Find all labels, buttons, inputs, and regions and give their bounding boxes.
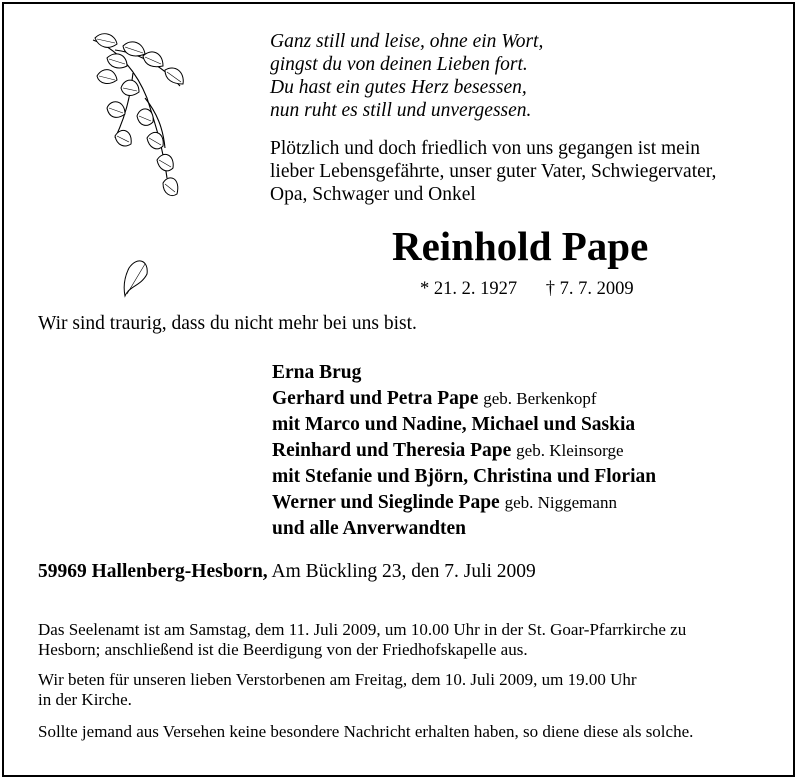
life-dates — [420, 278, 634, 300]
address-place: 59969 Hallenberg-Hesborn, — [38, 561, 268, 582]
notice-line: Das Seelenamt ist am Samstag, dem 11. Juli 2009, um 10.00 Uhr in der St. Goar-Pfarrkirche zu — [38, 620, 687, 639]
maiden-name: geb. Niggemann — [504, 493, 617, 512]
sad-line: Wir sind traurig, dass du nicht mehr bei uns bist. — [38, 313, 417, 334]
address-line — [38, 560, 536, 583]
deceased-name: Reinhold Pape — [392, 223, 649, 269]
prayer-notice — [38, 670, 637, 710]
poem-line: Du hast ein gutes Herz besessen, — [270, 77, 527, 98]
family-line — [272, 516, 656, 542]
family-list — [272, 360, 656, 542]
maiden-name: geb. Berkenkopf — [483, 389, 597, 408]
intro-line: lieber Lebensgefährte, unser guter Vater, Schwiegervater, — [270, 161, 717, 182]
family-names: und alle Anverwandten — [272, 518, 466, 539]
notice-line: in der Kirche. — [38, 690, 132, 709]
family-line — [272, 360, 656, 386]
final-notice: Sollte jemand aus Versehen keine besondere Nachricht erhalten haben, so diene diese als solche. — [38, 722, 694, 741]
family-line — [272, 464, 656, 490]
leaf-branch-icon — [85, 28, 195, 303]
family-names: mit Stefanie und Björn, Christina und Florian — [272, 466, 657, 487]
family-names: mit Marco und Nadine, Michael und Saskia — [272, 414, 636, 435]
family-names: Erna Brug — [272, 362, 362, 383]
family-line — [272, 490, 656, 516]
family-line — [272, 386, 656, 412]
poem — [270, 30, 543, 122]
maiden-name: geb. Kleinsorge — [516, 441, 624, 460]
intro-line: Plötzlich und doch friedlich von uns gegangen ist mein — [270, 138, 700, 159]
poem-line: nun ruht es still und unvergessen. — [270, 100, 532, 121]
intro-line: Opa, Schwager und Onkel — [270, 184, 476, 205]
intro-text — [270, 137, 716, 206]
family-names: Reinhard und Theresia Pape — [272, 440, 512, 461]
poem-line: Ganz still und leise, ohne ein Wort, — [270, 31, 544, 52]
notice-line: Hesborn; anschließend ist die Beerdigung von der Friedhofskapelle aus. — [38, 640, 528, 659]
family-names: Gerhard und Petra Pape — [272, 388, 479, 409]
address-rest: Am Bückling 23, den 7. Juli 2009 — [271, 561, 536, 582]
notice-line: Wir beten für unseren lieben Verstorbenen am Freitag, dem 10. Juli 2009, um 19.00 Uhr — [38, 670, 637, 689]
poem-line: gingst du von deinen Lieben fort. — [270, 54, 528, 75]
family-line — [272, 412, 656, 438]
family-line — [272, 438, 656, 464]
death-date: † 7. 7. 2009 — [545, 279, 634, 299]
service-notice — [38, 620, 686, 660]
birth-date: * 21. 2. 1927 — [420, 279, 518, 299]
family-names: Werner und Sieglinde Pape — [272, 492, 500, 513]
